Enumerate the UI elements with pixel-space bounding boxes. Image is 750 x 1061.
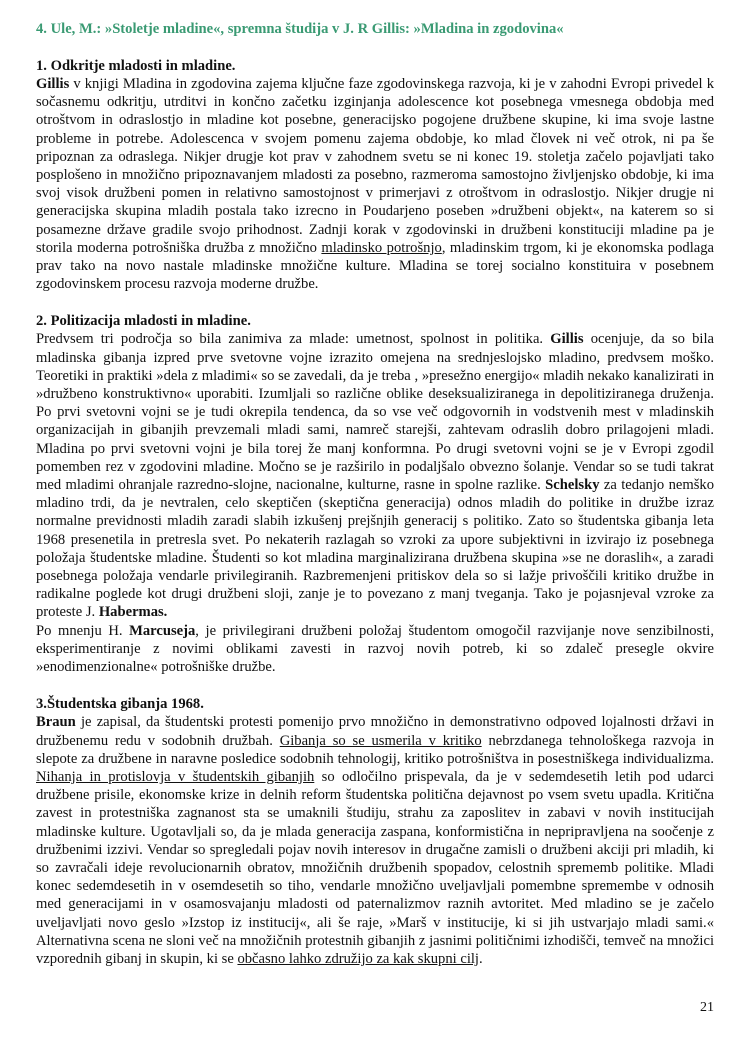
text: v knjigi Mladina in zgodovina zajema ključne faze zgodovinskega razvoja, ki je v zahodni Evropi privedel k sočasnemu odkritju, utrditvi in končno začetku izginjanja adolescence kot posebnega vmesnega obdobja med otroštvom in odraslostjo in mladine kot posebne, generacijsko pogojene družbene skupine, ki ima svoje lastne probleme in potrebe. Adolescenca v svojem pomenu zajema obdobje, ko mlad človek ni več otrok, ni pa še pripoznan za odraslega. Nikjer drugje kot prav v zahodnem svetu se ni konec 19. stoletja začelo pojavljati tako posplošeno in množično pripoznavanjem mladosti za posebno, razmeroma samostojno življenjsko obdobje, ki ima svoj visok družbeni pomen in relativno samostojnost v primerjavi z otroštvom in odraslostjo. Nikjer drugje ni generacijska skupina mladih postala tako izrecno in Poudarjeno poseben »družbeni objekt«, na katerem so si posamezne države gradile svojo prihodnost. Zadnji korak v zgodovinski in družbeni konstituciji mladine pa je storila moderna potrošniška družba z množično [36,76,714,256]
author-name: Braun [36,714,76,731]
section-heading: 1. Odkritje mladosti in mladine. [36,58,236,74]
paragraph [36,330,714,621]
author-name: Marcuseja [129,622,196,639]
author-name: Gillis [550,331,584,348]
text: so odločilno prispevala, da je v sedemdesetih letih pod udarci družbene prisile, ekonomske krize in delnih reform študentska politična dejavnost po vsem svetu upadla. Kritična zavest in protestniška zagnanost sta se umaknili študiju, strahu za zaposlitev in zabavi v novih institucijah mladinske kulture. Ugotavljali so, da je mlada generacija zaspana, konformistična in nepripravljena na soočenje z družbenimi izzivi. Vendar so spregledali pojav novih interesov in drugačne zamisli o družbeni akciji pri mladih, ki so zavračali ideje revolucionarnih obratov, množičnih družbenih spopadov, celostnih sprememb politike. Mladi konec sedemdesetih in v osemdesetih so tiho, vendarle množično uveljavljali pomembne spremembe v odnosih med generacijami in v osamosvajanju mladosti od paternalizmov raznih avtoritet. Med mladino se je začelo uveljavljati novo geslo »Izstop iz institucij«, ali še raje, »Marš v institucije, ki si jih ustvarjajo mladi sami.« Alternativna scena ne sloni več na množičnih protestnih gibanjih z jasnimi političnimi izhodišči, temveč na množici vzporednih gibanj in skupin, ki se [36,768,714,967]
underlined-phrase: Gibanja so se usmerila v kritiko [279,732,482,749]
text: Po mnenju H. [36,622,130,639]
author-name: Schelsky [545,477,600,494]
paragraph [36,713,714,968]
document-page [36,20,714,968]
section-1 [36,57,714,293]
text: je zapisal, da študentski protesti pomenijo prvo množično in demonstrativno odpoved lojalnosti državi in družbenemu redu v sodobnih družbah. [36,714,714,749]
section-heading: 2. Politizacija mladosti in mladine. [36,313,251,330]
document-title: 4. Ule, M.: »Stoletje mladine«, spremna študija v J. R Gillis: »Mladina in zgodovina« [36,21,564,37]
text: , mladinskim trgom, ki je ekonomska podlaga prav tako na novo nastale mladinske množične kulture. Mladina se torej socialno konstituira v posebnem zgodovinskem procesu razvoja moderne družbe. [36,239,715,293]
page-number: 21 [700,1000,714,1015]
author-name: Gillis [36,76,70,92]
text: . [479,950,483,967]
text: , je privilegirani družbeni položaj študentom omogočil razvijanje nove senzibilnosti, eksperimentiranje z novimi oblikami zavesti in razvoj novih potreb, ki so zdaleč presegle okvire »enodimenzionalne« potrošniške družbe. [36,622,714,676]
underlined-phrase: mladinsko potrošnjo [321,239,442,256]
paragraph [36,622,714,677]
paragraph [36,75,714,293]
section-heading: 3.Študentska gibanja 1968. [36,696,204,713]
text: Predvsem tri področja so bila zanimiva za mlade: umetnost, spolnost in politika. [36,331,551,348]
section-2 [36,312,714,676]
underlined-phrase: občasno lahko združijo za kak skupni cilj [237,950,479,967]
underlined-phrase: Nihanja in protislovja v študentskih gibanjih [36,768,315,785]
text: nebrzdanega tehnološkega razvoja in slepote za družbene in naravne posledice sodobnih tehnologij, kritiko potrošništva in posestniškega individualizma. [36,732,714,767]
text: za tedanjo nemško mladino trdi, da je nevtralen, celo skeptičen (skeptična generacija) odnos mladih do politike in družbe izraz normalne previdnosti mladih zaradi slabih izkušenj prejšnjih generacij s politiko. Zato so študentska gibanja leta 1968 presenetila in pretresla svet. Po nekaterih razlagah so vzroki za upore subjektivni in izvirajo iz posebnega položaja študentske mladine. Študenti so kot mladina marginalizirana družbena skupina »se ne doraslih«, a zaradi posebnega položaja vendarle privilegiranih. Razbremenjeni pritiskov dela so si lažje privoščili kritiko družbe in radikalne poglede kot drugi družbeni sloji, zanje je to povezano z manj tveganja. Tako je pojasnjeval vzroke za proteste J. [36,477,714,621]
section-3 [36,695,714,968]
author-name: Habermas. [98,604,168,621]
text: ocenjuje, da so bila mladinska gibanja izpred prve svetovne vojne izrazito omejena na srednjeslojsko mladino, predvsem moško. Teoretiki in praktiki »dela z mladimi« so se zavedali, da je treba , »presežno energijo« mladih nekako kanalizirati in »družbeno konstruktivno« uporabiti. Izumljali so različne oblike deseksualiziranega in depolitiziranega druženja. Po prvi svetovni vojni se je tudi okrepila tendenca, da so vse več odgovornih in vodstvenih mest v mladinskih organizacijah in gibanjih prevzemali mladi sami, namreč starejši, zahtevam odraslih dobro prilagojeni mladi. Mladina po prvi svetovni vojni je bila torej že manj konformna. Po drugi svetovni vojni se je v Evropi zgodil pomemben rez v zgodovini mladine. Močno se je razširilo in podaljšalo obvezno šolanje. Vendar so se tudi takrat med mladimi ohranjale razredno-slojne, nacionalne, kulturne, rasne in spolne razlike. [36,331,715,494]
